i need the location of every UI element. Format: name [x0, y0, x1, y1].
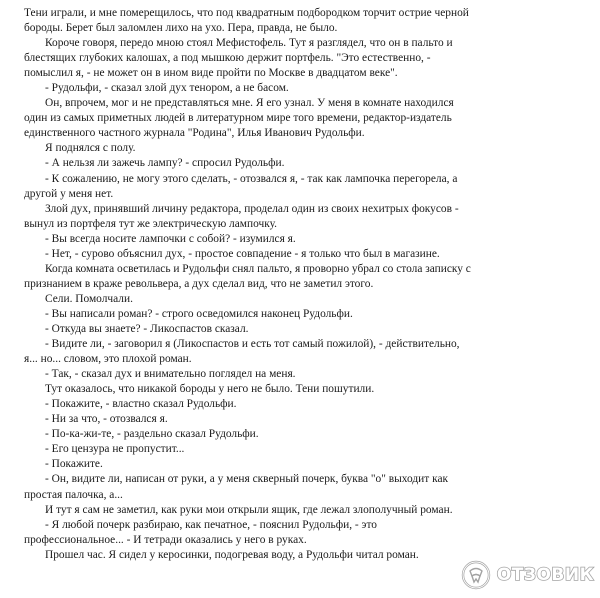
text-line: Я поднялся с полу.	[45, 142, 136, 155]
text-line: - Вы всегда носите лампочки с собой? - изумился я.	[45, 232, 296, 245]
text-line: единственного частного журнала "Родина", Илья Иванович Рудольфи.	[24, 127, 365, 140]
text-line: И тут я сам не заметил, как руки мои открыли ящик, где лежал злополучный роман.	[45, 503, 453, 516]
text-line: - Покажите, - властно сказал Рудольфи.	[45, 398, 237, 411]
text-line: Сели. Помолчали.	[45, 292, 133, 305]
text-line: я... но... словом, это плохой роман.	[24, 353, 192, 366]
text-line: Короче говоря, передо мною стоял Мефистофель. Тут я разглядел, что он в пальто и	[45, 37, 453, 50]
text-line: - Он, видите ли, написан от руки, а у меня скверный почерк, буква "о" выходит как	[45, 473, 449, 486]
text-line: - Нет, - сурово объяснил дух, - простое совпадение - я только что был в магазине.	[45, 247, 440, 260]
text-line: - К сожалению, не могу этого сделать, - отозвался я, - так как лампочка перегорела, а	[45, 172, 458, 185]
text-line: блестящих глубоких калошах, а под мышкою держит портфель. "Это естественно, -	[24, 52, 431, 65]
text-line: - А нельзя ли зажечь лампу? - спросил Рудольфи.	[45, 157, 285, 170]
otzovik-ribbon-logo-icon	[461, 560, 491, 590]
text-line: Он, впрочем, мог и не представляться мне. Я его узнал. У меня в комнате находился	[45, 97, 454, 110]
text-line: Когда комната осветилась и Рудольфи снял пальто, я проворно убрал со стола записку с	[45, 262, 471, 275]
text-line: другой у меня нет.	[24, 187, 114, 200]
watermark-text: ОТЗОВИК	[496, 565, 594, 585]
text-line: - Видите ли, - заговорил я (Ликоспастов и есть тот самый пожилой), - действительно,	[45, 338, 460, 351]
text-line: - Покажите.	[45, 458, 103, 471]
text-line: профессиональное... - И тетради оказались у него в руках.	[24, 533, 307, 546]
text-line: простая палочка, а...	[24, 488, 123, 501]
text-line: - Вы написали роман? - строго осведомился наконец Рудольфи.	[45, 307, 353, 320]
text-line: - Так, - сказал дух и внимательно поглядел на меня.	[45, 368, 296, 381]
text-line: один из самых приметных людей в литературном мире того времени, редактор-издатель	[24, 112, 452, 125]
text-line: - Я любой почерк разбираю, как печатное, - пояснил Рудольфи, - это	[45, 518, 377, 531]
document-body	[24, 6, 580, 563]
text-line: - Его цензура не пропустит...	[45, 443, 185, 456]
text-line: помыслил я, - не может он в ином виде пройти по Москве в двадцатом веке".	[24, 67, 398, 80]
otzovik-watermark	[461, 560, 594, 590]
text-line: вынул из портфеля тут же электрическую лампочку.	[24, 217, 277, 230]
text-line: - Ни за что, - отозвался я.	[45, 413, 168, 426]
text-line: бороды. Берет был заломлен лихо на ухо. Пера, правда, не было.	[24, 22, 338, 35]
text-line: Злой дух, принявший личину редактора, проделал один из своих нехитрых фокусов -	[45, 202, 459, 215]
text-line: Тени играли, и мне померещилось, что под квадратным подбородком торчит острие черной	[24, 7, 469, 19]
text-line: Прошел час. Я сидел у керосинки, подогревая воду, а Рудольфи читал роман.	[45, 548, 419, 561]
text-line: - Рудольфи, - сказал злой дух тенором, а не басом.	[45, 82, 289, 95]
text-line: - По-ка-жи-те, - раздельно сказал Рудольфи.	[45, 428, 259, 441]
text-line: признанием в краже револьвера, а дух сделал вид, что не заметил этого.	[24, 277, 374, 290]
text-line: Тут оказалось, что никакой бороды у него не было. Тени пошутили.	[45, 383, 375, 396]
text-line: - Откуда вы знаете? - Ликоспастов сказал.	[45, 322, 249, 335]
